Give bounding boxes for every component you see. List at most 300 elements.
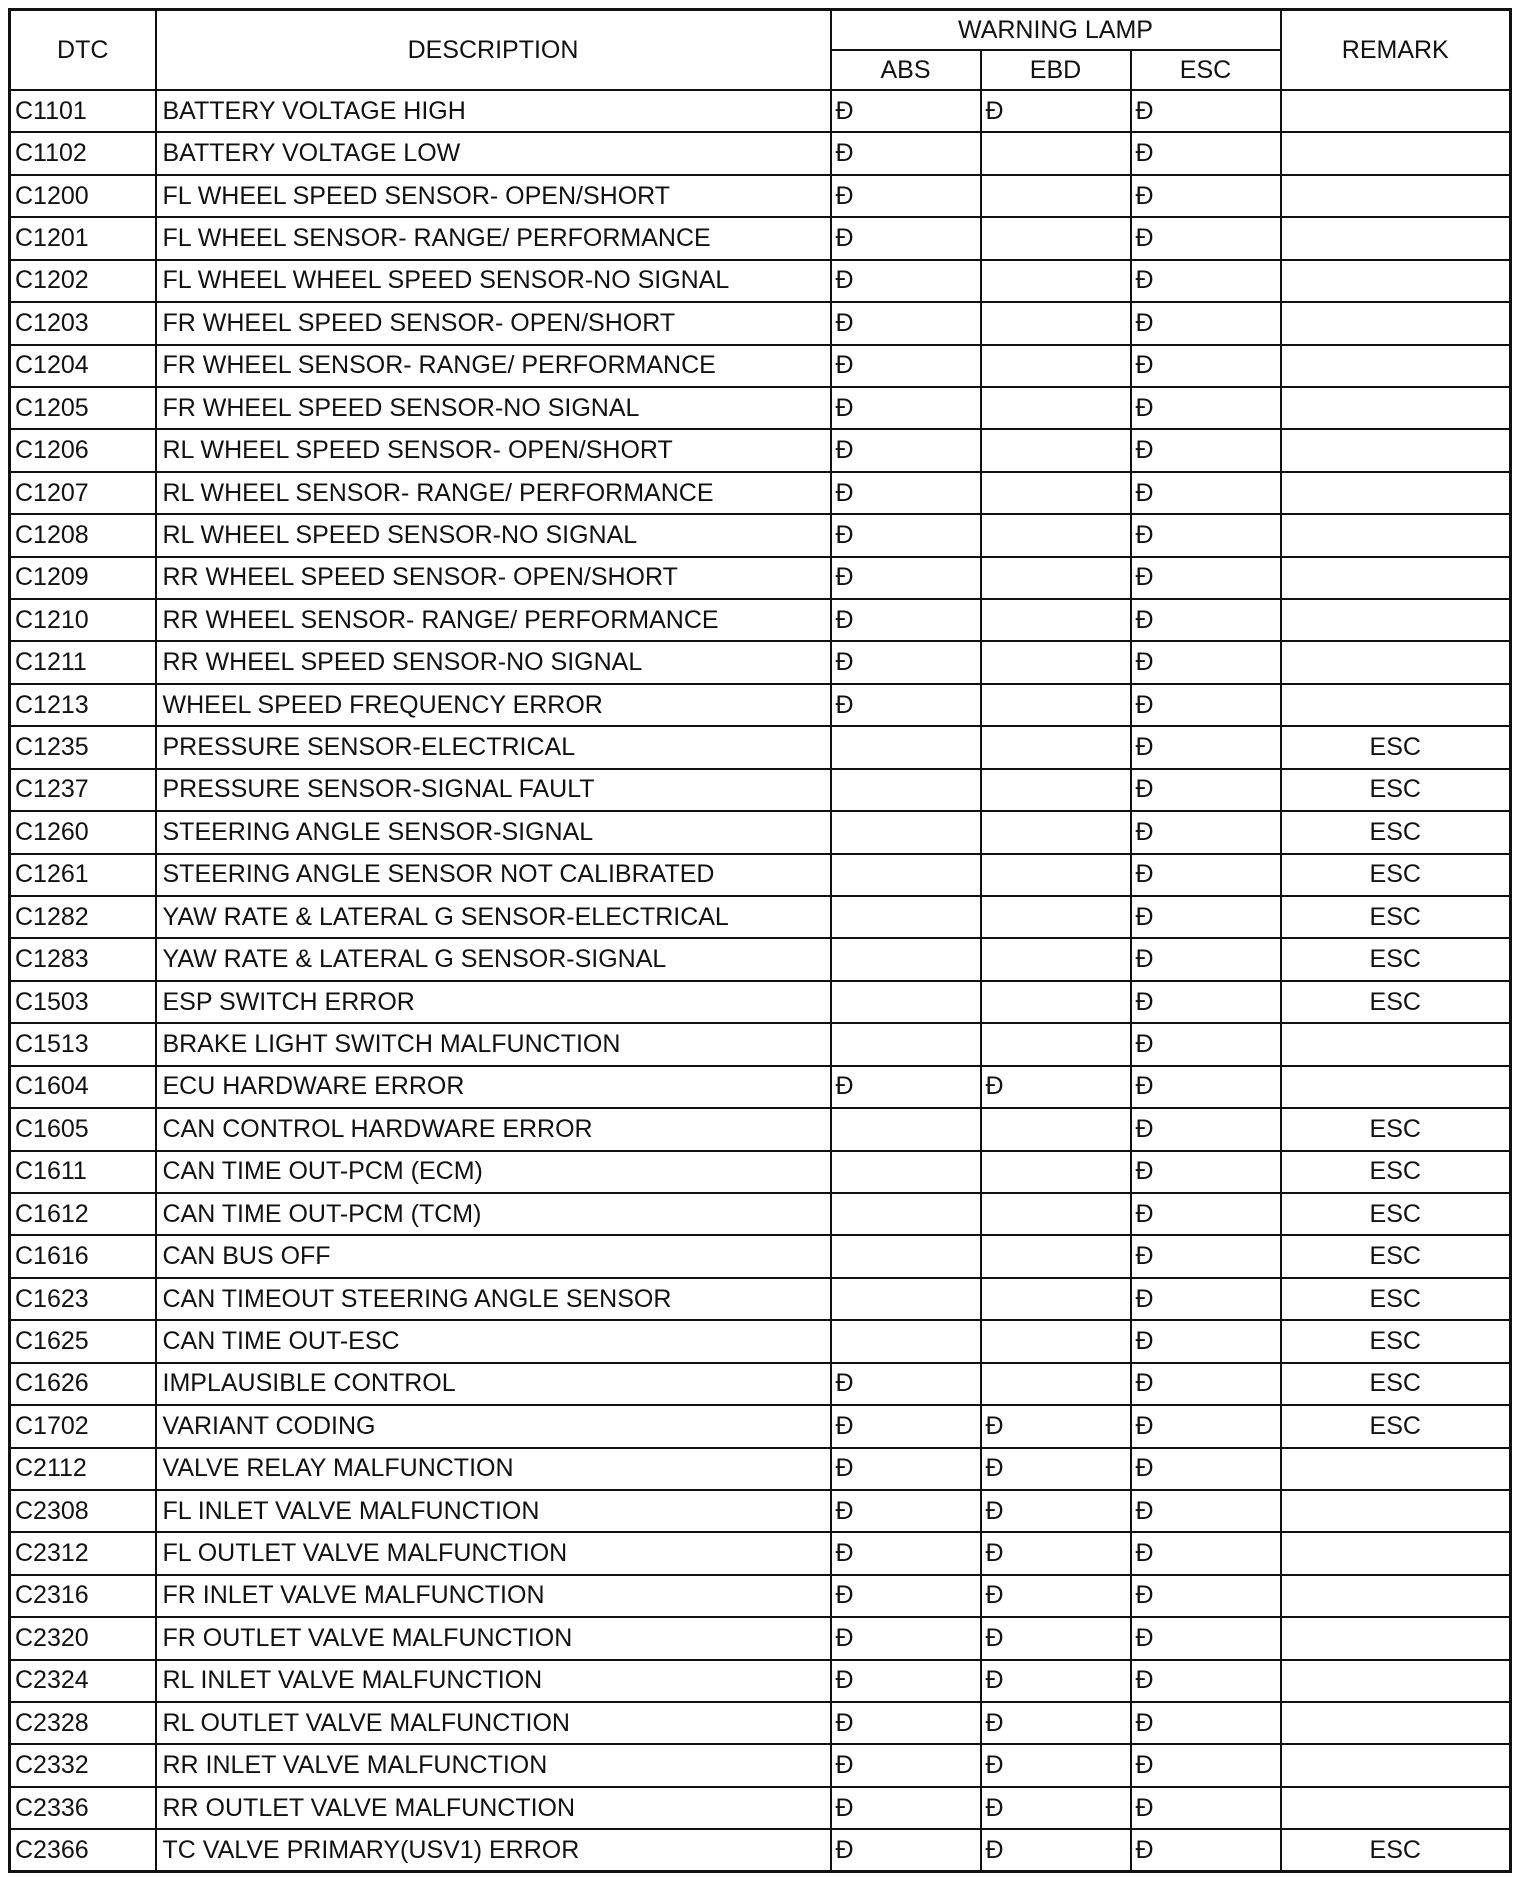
header-ebd: EBD xyxy=(981,50,1131,90)
cell-dtc: C1202 xyxy=(10,260,156,302)
cell-dtc: C1626 xyxy=(10,1363,156,1405)
cell-description: PRESSURE SENSOR-SIGNAL FAULT xyxy=(156,769,831,811)
cell-ebd-lamp xyxy=(981,1278,1131,1320)
cell-esc-lamp: Ð xyxy=(1131,641,1281,683)
cell-dtc: C2336 xyxy=(10,1787,156,1829)
cell-remark xyxy=(1281,429,1511,471)
table-row xyxy=(10,132,1511,174)
cell-esc-lamp: Ð xyxy=(1131,132,1281,174)
cell-abs-lamp xyxy=(831,811,981,853)
cell-ebd-lamp xyxy=(981,769,1131,811)
cell-ebd-lamp xyxy=(981,854,1131,896)
table-row xyxy=(10,726,1511,768)
cell-esc-lamp: Ð xyxy=(1131,1066,1281,1108)
cell-esc-lamp: Ð xyxy=(1131,345,1281,387)
cell-remark xyxy=(1281,1702,1511,1744)
cell-dtc: C1261 xyxy=(10,854,156,896)
cell-dtc: C1237 xyxy=(10,769,156,811)
cell-esc-lamp: Ð xyxy=(1131,684,1281,726)
cell-abs-lamp: Ð xyxy=(831,345,981,387)
cell-dtc: C1625 xyxy=(10,1320,156,1362)
cell-abs-lamp: Ð xyxy=(831,90,981,132)
cell-description: FL WHEEL WHEEL SPEED SENSOR-NO SIGNAL xyxy=(156,260,831,302)
cell-remark: ESC xyxy=(1281,938,1511,980)
cell-ebd-lamp xyxy=(981,896,1131,938)
table-row xyxy=(10,769,1511,811)
cell-remark xyxy=(1281,1023,1511,1065)
cell-abs-lamp: Ð xyxy=(831,557,981,599)
cell-ebd-lamp xyxy=(981,217,1131,259)
header-warning-lamp: WARNING LAMP xyxy=(831,10,1281,51)
cell-remark xyxy=(1281,641,1511,683)
cell-esc-lamp: Ð xyxy=(1131,1363,1281,1405)
cell-description: FR WHEEL SPEED SENSOR- OPEN/SHORT xyxy=(156,302,831,344)
cell-dtc: C1260 xyxy=(10,811,156,853)
cell-ebd-lamp xyxy=(981,557,1131,599)
header-description: DESCRIPTION xyxy=(156,10,831,91)
table-row xyxy=(10,981,1511,1023)
cell-abs-lamp: Ð xyxy=(831,641,981,683)
cell-description: RR WHEEL SENSOR- RANGE/ PERFORMANCE xyxy=(156,599,831,641)
cell-dtc: C1503 xyxy=(10,981,156,1023)
table-row xyxy=(10,1278,1511,1320)
cell-dtc: C1235 xyxy=(10,726,156,768)
cell-esc-lamp: Ð xyxy=(1131,302,1281,344)
cell-ebd-lamp xyxy=(981,429,1131,471)
table-row xyxy=(10,260,1511,302)
cell-dtc: C1616 xyxy=(10,1235,156,1277)
cell-esc-lamp: Ð xyxy=(1131,1490,1281,1532)
cell-esc-lamp: Ð xyxy=(1131,429,1281,471)
cell-abs-lamp xyxy=(831,769,981,811)
cell-dtc: C1102 xyxy=(10,132,156,174)
cell-ebd-lamp xyxy=(981,938,1131,980)
cell-remark xyxy=(1281,514,1511,556)
cell-ebd-lamp: Ð xyxy=(981,1532,1131,1574)
cell-esc-lamp: Ð xyxy=(1131,811,1281,853)
cell-dtc: C2328 xyxy=(10,1702,156,1744)
cell-abs-lamp: Ð xyxy=(831,429,981,471)
table-row xyxy=(10,1660,1511,1702)
cell-dtc: C2308 xyxy=(10,1490,156,1532)
cell-remark: ESC xyxy=(1281,1278,1511,1320)
cell-ebd-lamp xyxy=(981,514,1131,556)
cell-abs-lamp: Ð xyxy=(831,1744,981,1786)
cell-ebd-lamp xyxy=(981,175,1131,217)
cell-dtc: C2366 xyxy=(10,1829,156,1871)
cell-abs-lamp: Ð xyxy=(831,217,981,259)
cell-remark: ESC xyxy=(1281,1151,1511,1193)
table-row xyxy=(10,514,1511,556)
cell-description: RL OUTLET VALVE MALFUNCTION xyxy=(156,1702,831,1744)
cell-ebd-lamp xyxy=(981,387,1131,429)
cell-esc-lamp: Ð xyxy=(1131,599,1281,641)
cell-esc-lamp: Ð xyxy=(1131,981,1281,1023)
cell-dtc: C1207 xyxy=(10,472,156,514)
cell-dtc: C1604 xyxy=(10,1066,156,1108)
header-abs: ABS xyxy=(831,50,981,90)
table-row xyxy=(10,557,1511,599)
cell-description: RL WHEEL SPEED SENSOR-NO SIGNAL xyxy=(156,514,831,556)
cell-ebd-lamp xyxy=(981,132,1131,174)
cell-dtc: C1213 xyxy=(10,684,156,726)
cell-dtc: C1702 xyxy=(10,1405,156,1447)
table-row xyxy=(10,1320,1511,1362)
cell-abs-lamp xyxy=(831,1151,981,1193)
cell-ebd-lamp: Ð xyxy=(981,1787,1131,1829)
cell-description: RR INLET VALVE MALFUNCTION xyxy=(156,1744,831,1786)
cell-remark xyxy=(1281,1532,1511,1574)
cell-esc-lamp: Ð xyxy=(1131,854,1281,896)
cell-dtc: C2332 xyxy=(10,1744,156,1786)
cell-ebd-lamp xyxy=(981,1193,1131,1235)
cell-abs-lamp: Ð xyxy=(831,1575,981,1617)
cell-description: ECU HARDWARE ERROR xyxy=(156,1066,831,1108)
table-row xyxy=(10,1023,1511,1065)
cell-remark xyxy=(1281,557,1511,599)
cell-description: FL WHEEL SENSOR- RANGE/ PERFORMANCE xyxy=(156,217,831,259)
table-row xyxy=(10,175,1511,217)
table-row xyxy=(10,387,1511,429)
cell-abs-lamp: Ð xyxy=(831,514,981,556)
cell-abs-lamp: Ð xyxy=(831,599,981,641)
cell-remark: ESC xyxy=(1281,1193,1511,1235)
cell-description: IMPLAUSIBLE CONTROL xyxy=(156,1363,831,1405)
cell-remark xyxy=(1281,1575,1511,1617)
cell-description: BATTERY VOLTAGE HIGH xyxy=(156,90,831,132)
cell-esc-lamp: Ð xyxy=(1131,472,1281,514)
cell-dtc: C1101 xyxy=(10,90,156,132)
cell-esc-lamp: Ð xyxy=(1131,387,1281,429)
cell-description: CAN TIME OUT-PCM (ECM) xyxy=(156,1151,831,1193)
cell-abs-lamp: Ð xyxy=(831,1363,981,1405)
cell-remark xyxy=(1281,1660,1511,1702)
cell-abs-lamp: Ð xyxy=(831,1617,981,1659)
cell-ebd-lamp xyxy=(981,726,1131,768)
cell-description: VARIANT CODING xyxy=(156,1405,831,1447)
table-row xyxy=(10,811,1511,853)
cell-remark: ESC xyxy=(1281,1235,1511,1277)
cell-dtc: C2312 xyxy=(10,1532,156,1574)
cell-dtc: C1513 xyxy=(10,1023,156,1065)
cell-description: FR OUTLET VALVE MALFUNCTION xyxy=(156,1617,831,1659)
cell-abs-lamp: Ð xyxy=(831,1448,981,1490)
cell-description: CAN BUS OFF xyxy=(156,1235,831,1277)
cell-description: FR INLET VALVE MALFUNCTION xyxy=(156,1575,831,1617)
cell-abs-lamp: Ð xyxy=(831,260,981,302)
cell-dtc: C1605 xyxy=(10,1108,156,1150)
cell-esc-lamp: Ð xyxy=(1131,1532,1281,1574)
cell-ebd-lamp: Ð xyxy=(981,1448,1131,1490)
cell-ebd-lamp: Ð xyxy=(981,1617,1131,1659)
table-row xyxy=(10,217,1511,259)
table-row xyxy=(10,896,1511,938)
cell-remark: ESC xyxy=(1281,1405,1511,1447)
cell-dtc: C2324 xyxy=(10,1660,156,1702)
cell-abs-lamp: Ð xyxy=(831,387,981,429)
table-row xyxy=(10,345,1511,387)
table-row xyxy=(10,641,1511,683)
cell-remark xyxy=(1281,90,1511,132)
table-row xyxy=(10,1829,1511,1871)
table-header xyxy=(10,10,1511,91)
header-dtc: DTC xyxy=(10,10,156,91)
cell-ebd-lamp: Ð xyxy=(981,1490,1131,1532)
cell-description: STEERING ANGLE SENSOR NOT CALIBRATED xyxy=(156,854,831,896)
cell-dtc: C2320 xyxy=(10,1617,156,1659)
cell-abs-lamp: Ð xyxy=(831,1490,981,1532)
cell-dtc: C1203 xyxy=(10,302,156,344)
cell-esc-lamp: Ð xyxy=(1131,1405,1281,1447)
cell-esc-lamp: Ð xyxy=(1131,1023,1281,1065)
cell-abs-lamp: Ð xyxy=(831,1405,981,1447)
cell-esc-lamp: Ð xyxy=(1131,1702,1281,1744)
cell-remark: ESC xyxy=(1281,981,1511,1023)
table-row xyxy=(10,1744,1511,1786)
cell-esc-lamp: Ð xyxy=(1131,1278,1281,1320)
cell-dtc: C1205 xyxy=(10,387,156,429)
cell-dtc: C1200 xyxy=(10,175,156,217)
cell-remark: ESC xyxy=(1281,854,1511,896)
cell-esc-lamp: Ð xyxy=(1131,217,1281,259)
table-row xyxy=(10,1617,1511,1659)
cell-remark: ESC xyxy=(1281,1108,1511,1150)
cell-description: CAN TIME OUT-PCM (TCM) xyxy=(156,1193,831,1235)
cell-description: FL INLET VALVE MALFUNCTION xyxy=(156,1490,831,1532)
cell-esc-lamp: Ð xyxy=(1131,1108,1281,1150)
cell-remark xyxy=(1281,472,1511,514)
cell-abs-lamp xyxy=(831,726,981,768)
header-remark: REMARK xyxy=(1281,10,1511,91)
cell-remark xyxy=(1281,1744,1511,1786)
cell-remark xyxy=(1281,345,1511,387)
cell-remark xyxy=(1281,302,1511,344)
cell-description: RR WHEEL SPEED SENSOR-NO SIGNAL xyxy=(156,641,831,683)
table-row xyxy=(10,302,1511,344)
cell-abs-lamp xyxy=(831,938,981,980)
table-row xyxy=(10,1235,1511,1277)
cell-ebd-lamp xyxy=(981,641,1131,683)
cell-description: BATTERY VOLTAGE LOW xyxy=(156,132,831,174)
cell-description: CAN CONTROL HARDWARE ERROR xyxy=(156,1108,831,1150)
cell-abs-lamp xyxy=(831,1108,981,1150)
cell-esc-lamp: Ð xyxy=(1131,896,1281,938)
cell-remark xyxy=(1281,175,1511,217)
cell-remark: ESC xyxy=(1281,811,1511,853)
cell-ebd-lamp xyxy=(981,1151,1131,1193)
cell-remark xyxy=(1281,1490,1511,1532)
cell-abs-lamp: Ð xyxy=(831,132,981,174)
cell-esc-lamp: Ð xyxy=(1131,1660,1281,1702)
cell-remark: ESC xyxy=(1281,1320,1511,1362)
cell-remark xyxy=(1281,599,1511,641)
cell-remark xyxy=(1281,387,1511,429)
cell-ebd-lamp: Ð xyxy=(981,90,1131,132)
cell-esc-lamp: Ð xyxy=(1131,1787,1281,1829)
table-row xyxy=(10,1108,1511,1150)
table-row xyxy=(10,1193,1511,1235)
table-row xyxy=(10,854,1511,896)
cell-dtc: C1201 xyxy=(10,217,156,259)
cell-abs-lamp: Ð xyxy=(831,1066,981,1108)
cell-ebd-lamp: Ð xyxy=(981,1575,1131,1617)
cell-description: RL WHEEL SPEED SENSOR- OPEN/SHORT xyxy=(156,429,831,471)
cell-abs-lamp: Ð xyxy=(831,472,981,514)
cell-dtc: C2112 xyxy=(10,1448,156,1490)
table-row xyxy=(10,90,1511,132)
table-row xyxy=(10,1405,1511,1447)
cell-remark: ESC xyxy=(1281,1829,1511,1871)
cell-description: BRAKE LIGHT SWITCH MALFUNCTION xyxy=(156,1023,831,1065)
cell-remark xyxy=(1281,1617,1511,1659)
table-row xyxy=(10,1448,1511,1490)
cell-dtc: C1208 xyxy=(10,514,156,556)
cell-ebd-lamp: Ð xyxy=(981,1405,1131,1447)
table-row xyxy=(10,599,1511,641)
cell-ebd-lamp xyxy=(981,1023,1131,1065)
table-row xyxy=(10,1151,1511,1193)
cell-remark xyxy=(1281,1448,1511,1490)
cell-dtc: C1612 xyxy=(10,1193,156,1235)
cell-ebd-lamp: Ð xyxy=(981,1702,1131,1744)
cell-abs-lamp xyxy=(831,1023,981,1065)
cell-dtc: C1209 xyxy=(10,557,156,599)
cell-abs-lamp xyxy=(831,1320,981,1362)
cell-abs-lamp: Ð xyxy=(831,1787,981,1829)
cell-description: ESP SWITCH ERROR xyxy=(156,981,831,1023)
cell-description: RR OUTLET VALVE MALFUNCTION xyxy=(156,1787,831,1829)
cell-remark: ESC xyxy=(1281,726,1511,768)
cell-esc-lamp: Ð xyxy=(1131,1235,1281,1277)
cell-abs-lamp xyxy=(831,1278,981,1320)
cell-remark: ESC xyxy=(1281,1363,1511,1405)
cell-abs-lamp xyxy=(831,1235,981,1277)
table-row xyxy=(10,1490,1511,1532)
cell-description: FR WHEEL SPEED SENSOR-NO SIGNAL xyxy=(156,387,831,429)
cell-abs-lamp xyxy=(831,1193,981,1235)
table-row xyxy=(10,1066,1511,1108)
cell-ebd-lamp: Ð xyxy=(981,1829,1131,1871)
cell-esc-lamp: Ð xyxy=(1131,1744,1281,1786)
cell-ebd-lamp xyxy=(981,260,1131,302)
cell-description: FL WHEEL SPEED SENSOR- OPEN/SHORT xyxy=(156,175,831,217)
cell-description: VALVE RELAY MALFUNCTION xyxy=(156,1448,831,1490)
cell-description: FL OUTLET VALVE MALFUNCTION xyxy=(156,1532,831,1574)
cell-ebd-lamp xyxy=(981,302,1131,344)
cell-dtc: C1282 xyxy=(10,896,156,938)
cell-esc-lamp: Ð xyxy=(1131,1829,1281,1871)
cell-remark xyxy=(1281,217,1511,259)
header-esc: ESC xyxy=(1131,50,1281,90)
cell-ebd-lamp xyxy=(981,684,1131,726)
cell-ebd-lamp xyxy=(981,1320,1131,1362)
cell-description: FR WHEEL SENSOR- RANGE/ PERFORMANCE xyxy=(156,345,831,387)
cell-ebd-lamp xyxy=(981,472,1131,514)
cell-remark xyxy=(1281,260,1511,302)
cell-description: STEERING ANGLE SENSOR-SIGNAL xyxy=(156,811,831,853)
cell-abs-lamp: Ð xyxy=(831,1532,981,1574)
cell-remark xyxy=(1281,1787,1511,1829)
cell-dtc: C1623 xyxy=(10,1278,156,1320)
cell-ebd-lamp: Ð xyxy=(981,1066,1131,1108)
cell-remark xyxy=(1281,132,1511,174)
cell-esc-lamp: Ð xyxy=(1131,1193,1281,1235)
cell-dtc: C1283 xyxy=(10,938,156,980)
table-row xyxy=(10,1787,1511,1829)
cell-abs-lamp: Ð xyxy=(831,684,981,726)
table-row xyxy=(10,684,1511,726)
cell-abs-lamp xyxy=(831,854,981,896)
cell-esc-lamp: Ð xyxy=(1131,1151,1281,1193)
cell-esc-lamp: Ð xyxy=(1131,260,1281,302)
table-row xyxy=(10,1702,1511,1744)
table-row xyxy=(10,938,1511,980)
cell-remark: ESC xyxy=(1281,769,1511,811)
cell-ebd-lamp xyxy=(981,599,1131,641)
cell-esc-lamp: Ð xyxy=(1131,769,1281,811)
dtc-table xyxy=(8,8,1512,1873)
cell-description: PRESSURE SENSOR-ELECTRICAL xyxy=(156,726,831,768)
table-row xyxy=(10,1532,1511,1574)
cell-dtc: C1210 xyxy=(10,599,156,641)
cell-remark xyxy=(1281,1066,1511,1108)
cell-dtc: C1206 xyxy=(10,429,156,471)
cell-description: YAW RATE & LATERAL G SENSOR-SIGNAL xyxy=(156,938,831,980)
cell-description: YAW RATE & LATERAL G SENSOR-ELECTRICAL xyxy=(156,896,831,938)
cell-abs-lamp xyxy=(831,896,981,938)
cell-esc-lamp: Ð xyxy=(1131,90,1281,132)
cell-esc-lamp: Ð xyxy=(1131,1575,1281,1617)
cell-remark xyxy=(1281,684,1511,726)
cell-esc-lamp: Ð xyxy=(1131,1617,1281,1659)
table-row xyxy=(10,429,1511,471)
cell-esc-lamp: Ð xyxy=(1131,726,1281,768)
cell-esc-lamp: Ð xyxy=(1131,175,1281,217)
cell-abs-lamp xyxy=(831,981,981,1023)
cell-remark: ESC xyxy=(1281,896,1511,938)
cell-dtc: C1611 xyxy=(10,1151,156,1193)
cell-ebd-lamp xyxy=(981,811,1131,853)
cell-description: TC VALVE PRIMARY(USV1) ERROR xyxy=(156,1829,831,1871)
cell-abs-lamp: Ð xyxy=(831,1702,981,1744)
cell-ebd-lamp: Ð xyxy=(981,1660,1131,1702)
cell-ebd-lamp xyxy=(981,1235,1131,1277)
table-row xyxy=(10,1363,1511,1405)
cell-esc-lamp: Ð xyxy=(1131,1448,1281,1490)
cell-description: RL INLET VALVE MALFUNCTION xyxy=(156,1660,831,1702)
cell-abs-lamp: Ð xyxy=(831,302,981,344)
cell-esc-lamp: Ð xyxy=(1131,1320,1281,1362)
table-row xyxy=(10,472,1511,514)
cell-esc-lamp: Ð xyxy=(1131,557,1281,599)
cell-ebd-lamp xyxy=(981,1108,1131,1150)
cell-dtc: C2316 xyxy=(10,1575,156,1617)
cell-description: RR WHEEL SPEED SENSOR- OPEN/SHORT xyxy=(156,557,831,599)
cell-description: RL WHEEL SENSOR- RANGE/ PERFORMANCE xyxy=(156,472,831,514)
cell-ebd-lamp xyxy=(981,981,1131,1023)
cell-abs-lamp: Ð xyxy=(831,1660,981,1702)
cell-ebd-lamp: Ð xyxy=(981,1744,1131,1786)
cell-dtc: C1204 xyxy=(10,345,156,387)
cell-esc-lamp: Ð xyxy=(1131,514,1281,556)
cell-dtc: C1211 xyxy=(10,641,156,683)
cell-description: WHEEL SPEED FREQUENCY ERROR xyxy=(156,684,831,726)
cell-esc-lamp: Ð xyxy=(1131,938,1281,980)
cell-ebd-lamp xyxy=(981,345,1131,387)
cell-abs-lamp: Ð xyxy=(831,1829,981,1871)
cell-description: CAN TIME OUT-ESC xyxy=(156,1320,831,1362)
table-row xyxy=(10,1575,1511,1617)
